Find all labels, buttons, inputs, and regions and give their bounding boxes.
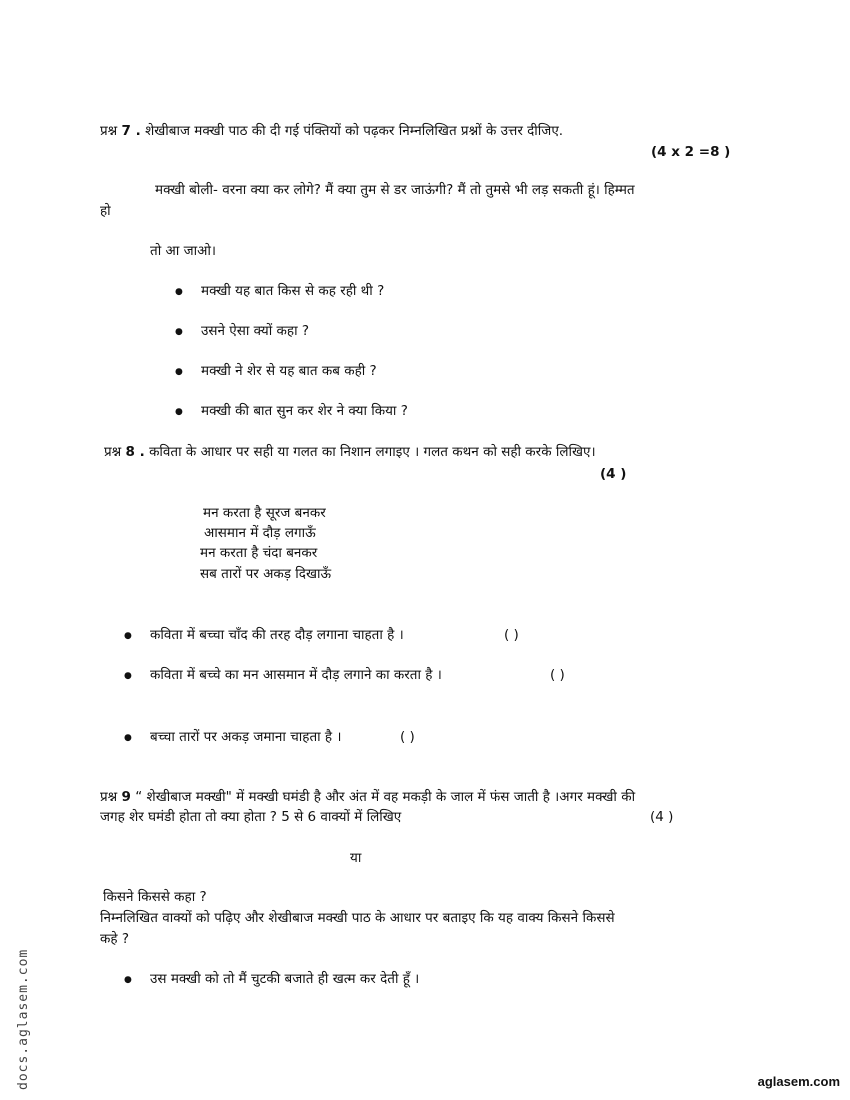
q9-line1: “ शेखीबाज मक्खी" में मक्खी घमंडी है और अंत में वह मकड़ी के जाल में फंस जाती है ।अगर मक्खी की (135, 789, 636, 805)
q7-number: 7 . (121, 123, 141, 139)
q7-passage-line1b: हो (100, 203, 111, 219)
q8-statement-2: ● कविता में बच्चे का मन आसमान में दौड़ लगाने का करता है । (150, 666, 442, 684)
q8-marks: (4 ) (600, 466, 627, 482)
q8-statement-1: ● कविता में बच्चा चाँद की तरह दौड़ लगाना चाहता है । (150, 626, 404, 644)
q8-blank-2: ( ) (550, 667, 565, 683)
q8-blank-1: ( ) (504, 627, 519, 643)
q7-heading: प्रश्न 7 . शेखीबाज मक्खी पाठ की दी गई पंक्तियों को पढ़कर निम्नलिखित प्रश्नों के उत्तर दीजिए. (100, 123, 564, 139)
q8-statement-3: ● बच्चा तारों पर अकड़ जमाना चाहता है । (150, 728, 342, 746)
side-url-watermark: docs.aglasem.com (16, 948, 31, 1090)
q9-heading: प्रश्न 9 “ शेखीबाज मक्खी" में मक्खी घमंडी है और अंत में वह मकड़ी के जाल में फंस जाती है ।अगर मक्खी की (100, 789, 636, 805)
q9-sub-line2: कहे ? (100, 931, 129, 947)
q9-sub-bullet: ● उस मक्खी को तो मैं चुटकी बजाते ही खत्म कर देती हूँ । (150, 970, 419, 988)
q7-bullet-2: ● उसने ऐसा क्यों कहा ? (201, 322, 309, 340)
q9-line2: जगह शेर घमंडी होता तो क्या होता ? 5 से 6 वाक्यों में लिखिए (100, 809, 402, 825)
q9-number: 9 (121, 789, 131, 805)
q9-sub-line1: निम्नलिखित वाक्यों को पढ़िए और शेखीबाज मक्खी पाठ के आधार पर बताइए कि यह वाक्य किसने किससे (100, 910, 615, 926)
q8-number: 8 . (125, 444, 145, 460)
q9-marks: (4 ) (650, 809, 674, 825)
q7-bullet-1: ● मक्खी यह बात किस से कह रही थी ? (201, 282, 384, 300)
q7-passage-line1: मक्खी बोली- वरना क्या कर लोगे? मैं क्या तुम से डर जाऊंगी? मैं तो तुमसे भी लड़ सकती हूं। हिम्मत (155, 182, 635, 198)
q7-bullet-4: ● मक्खी की बात सुन कर शेर ने क्या किया ? (201, 402, 408, 420)
q8-text: कविता के आधार पर सही या गलत का निशान लगाइए । गलत कथन को सही करके लिखिए। (149, 444, 596, 460)
q7-passage-line2: तो आ जाओ। (150, 243, 217, 259)
q8-blank-3: ( ) (400, 729, 415, 745)
poem-line-4: सब तारों पर अकड़ दिखाऊँ (200, 566, 332, 582)
q7-bullet-3: ● मक्खी ने शेर से यह बात कब कही ? (201, 362, 377, 380)
q7-marks: (4 x 2 =8 ) (651, 144, 731, 160)
q9-sub-title: किसने किससे कहा ? (103, 889, 207, 905)
poem-line-2: आसमान में दौड़ लगाऊँ (204, 525, 316, 541)
q9-or: या (350, 850, 362, 866)
poem-line-1: मन करता है सूरज बनकर (203, 505, 326, 521)
q8-heading: प्रश्न 8 . कविता के आधार पर सही या गलत का निशान लगाइए । गलत कथन को सही करके लिखिए। (104, 444, 596, 460)
q7-text: शेखीबाज मक्खी पाठ की दी गई पंक्तियों को पढ़कर निम्नलिखित प्रश्नों के उत्तर दीजिए. (145, 123, 564, 139)
poem-line-3: मन करता है चंदा बनकर (200, 545, 318, 561)
brand-footer: aglasem.com (757, 1074, 840, 1089)
